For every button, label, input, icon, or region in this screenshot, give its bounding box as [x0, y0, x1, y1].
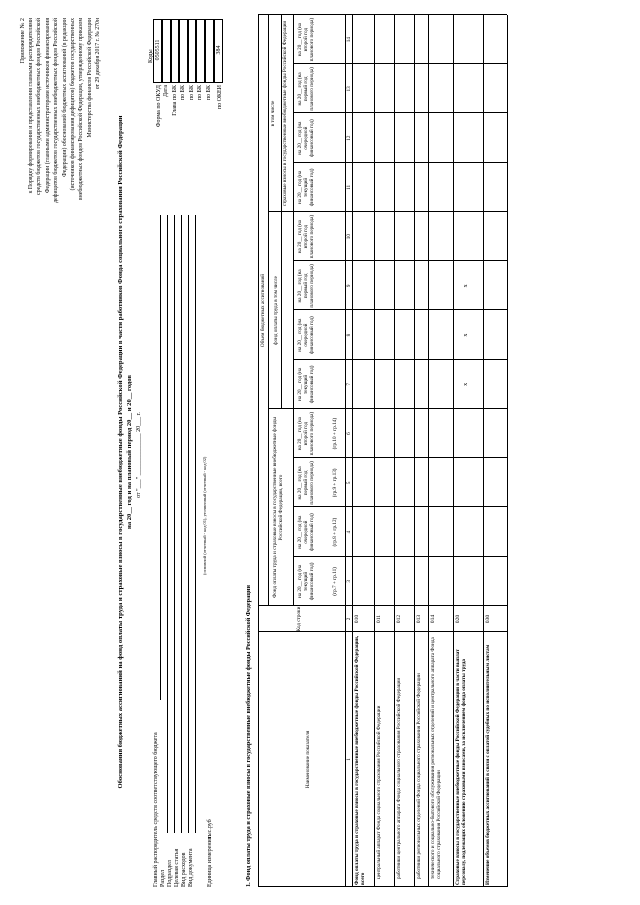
table-top-border [258, 15, 259, 887]
row-code: 010 [354, 614, 360, 624]
row-label: Изменение объемов бюджетных ассигнований в связи с оплатой судебных по исполнительным листам [485, 644, 491, 885]
form-okud-label: Форма по ОКУД [156, 85, 162, 128]
document-type-hint: (основной (отчетный - код 01), уточненный (отчетный - код 02) [202, 456, 207, 575]
row-label: работники центрального аппарата Фонда социального страхования Российской Федерации [396, 677, 402, 879]
column-header: на 20__ год (на первый год планового периода) [297, 264, 315, 308]
row-code: 014 [430, 614, 436, 624]
column-header: на 20__ год (на второй год планового периода) [297, 411, 315, 456]
not-applicable-mark: x [463, 382, 469, 386]
col-rule [293, 63, 507, 64]
appendix-line: к Порядку формирования и представления главными распорядителями [28, 18, 34, 194]
column-formula: (гр.10 + гр.14) [332, 417, 338, 450]
column-number: 13 [346, 86, 352, 92]
requisite-label: Раздел [160, 870, 166, 887]
requisite-label: Подраздел [167, 860, 173, 887]
row-label: Фонд оплаты труда и страховые взносы в государственные внебюджетные фонды Российской Федерации, всего [354, 635, 366, 885]
code-value-cell [188, 19, 197, 83]
group-c-header: страховые взносы в государственные внебюджетные фонды Российской Федерации [282, 20, 288, 207]
row-rule [394, 15, 395, 887]
document-title: Обоснования бюджетных ассигнований на фонд оплаты труда и страховые взносы в государственные внебюджетные фонды Российской Федерации в части работников Фонда социального страхования Российской Федерации [117, 115, 124, 789]
row-label: центральный аппарат Фонда социального страхования Российской Федерации [376, 705, 382, 879]
column-header: на 20__ год (на текущий финансовый год) [297, 168, 315, 207]
requisite-label: Единица измерения: [207, 834, 213, 887]
requisite-label: Вид расходов [181, 852, 187, 887]
row-code: 020 [455, 614, 461, 624]
group-total-header: Объем бюджетных ассигнований [260, 273, 266, 348]
col-rule [293, 113, 507, 114]
name-column-header: Наименование показателя [305, 730, 311, 789]
col-rule [293, 457, 507, 458]
col-rule [293, 507, 507, 508]
okei-label: по ОКЕИ [217, 85, 223, 110]
column-number: 5 [346, 481, 352, 485]
section-title: 1. Фонд оплаты труда и страховые взносы в государственные внебюджетные фонды Российской Федерации [245, 585, 252, 887]
row-label: Страховые взносы в государственные внебюджетные фонды Российской Федерации в части выплат персоналу, подлежащих обложению страховыми взносами, за исключением фонда оплаты труда [455, 649, 467, 885]
code-value-cell [162, 19, 171, 83]
column-formula: (гр.9 + гр.13) [332, 468, 338, 498]
requisite-label: Главный распорядитель средств соответствующего бюджета [153, 732, 159, 887]
column-header: на 20__ год (на первый год планового периода) [297, 67, 315, 111]
code-value-cell [205, 19, 214, 83]
appendix-line: средств бюджетов государственных внебюджетных фондов Российской [36, 18, 43, 195]
code-column-header: Код строки [296, 606, 302, 632]
appendix-line: дефицитов бюджетов государственных внебюджетных фондов Российской [53, 18, 60, 203]
code-label: по БК [206, 85, 212, 101]
column-number: 9 [346, 284, 352, 288]
code-value-cell [171, 19, 180, 83]
appendix-line: внебюджетных фондов Российской Федерации, утвержденному приказом [78, 18, 85, 201]
requisite-underline [188, 215, 189, 833]
not-applicable-mark: x [463, 284, 469, 288]
col-rule [293, 162, 507, 163]
requisite-label: Вид документа [188, 848, 194, 887]
code-label: по БК [188, 85, 195, 101]
column-header: на 20__ год (на первый год планового периода) [297, 461, 315, 505]
col-rule [293, 260, 507, 261]
column-number: 4 [346, 530, 352, 534]
requisite-underline [167, 215, 168, 833]
group-a-header: Фонд оплаты труда и страховые взносы в государственные внебюджетные фонды Российской Федерации, всего [272, 417, 284, 598]
appendix-line: Федерации) обоснований бюджетных ассигнований (в редакции [61, 18, 68, 177]
not-applicable-mark: x [463, 333, 469, 337]
codes-header: Коды [148, 49, 154, 63]
column-number: 14 [346, 37, 352, 43]
column-number: 11 [346, 184, 352, 190]
column-header: на 20__ год (на очередной финансовый год) [297, 119, 315, 157]
appendix-line: от 29 декабря 2017 г. № 270н [95, 18, 102, 90]
column-formula: (гр.7 + гр.11) [332, 567, 338, 596]
column-number: 2 [346, 617, 352, 621]
requisite-underline [181, 215, 182, 833]
requisite-underline [195, 215, 196, 833]
column-header: на 20__ год (на очередной финансовый год) [297, 513, 315, 551]
row-code: 011 [376, 614, 382, 624]
column-formula: (гр.8 + гр.12) [332, 517, 338, 547]
header-rule [268, 15, 269, 606]
okei-code-cell [214, 19, 223, 83]
column-header: на 20__ год (на текущий финансовый год) [297, 365, 315, 404]
col-rule [293, 359, 507, 360]
group-c-including: в том числе [270, 100, 276, 127]
code-value-cell [196, 19, 205, 83]
table-right-border [258, 14, 507, 15]
col-rule [293, 310, 507, 311]
requisite-underline [174, 215, 175, 833]
form-code-cell [153, 19, 162, 83]
document-date: от "___" ______________ 20___ г. [136, 412, 142, 498]
column-header: на 20__ год (на очередной финансовый год) [297, 316, 315, 354]
okei-code: 384 [216, 45, 222, 55]
requisite-underline [160, 215, 161, 700]
code-value-cell [179, 19, 188, 83]
code-label: по БК [197, 85, 204, 101]
row-rule [483, 15, 484, 887]
code-label: Глава по БК [171, 85, 178, 116]
row-rule [374, 15, 375, 887]
appendix-line: Федерации (главными администраторами источников финансирования [44, 18, 51, 194]
column-header: на 20__ год (на второй год планового периода) [297, 17, 315, 62]
row-rule [453, 15, 454, 887]
row-code: 013 [416, 614, 422, 624]
column-header: на 20__ год (на текущий финансовый год) [297, 562, 315, 601]
column-number: 1 [346, 758, 352, 761]
table-left-border [258, 886, 507, 887]
row-rule [414, 15, 415, 887]
appendix-line: (источников финансирования дефицитов) бюджетов государственных [70, 18, 76, 191]
document-subtitle: на 20__ год и на плановый период 20__ и 20__ годов [126, 375, 133, 529]
form-code: 0505511 [155, 39, 161, 61]
col-rule [268, 408, 507, 409]
appendix-line: Министерства финансов Российской Федерации [86, 18, 93, 138]
unit-value: тыс.руб [207, 819, 213, 839]
code-label: Дата [163, 85, 169, 97]
row-label: технического и социально-бытового обслуживания региональных отделений и центрального аппарата Фонда социального страхования Российской Федерации [430, 637, 442, 879]
row-label: работники региональных отделений Фонда социального страхования Российской Федерации [416, 673, 422, 879]
numbers-row-rule [352, 15, 353, 887]
column-number: 8 [346, 333, 352, 337]
col-rule [293, 556, 507, 557]
column-number: 3 [346, 580, 352, 583]
row-rule [428, 15, 429, 887]
row-code: 030 [485, 614, 491, 624]
col-rule [268, 211, 507, 212]
column-number: 12 [346, 135, 352, 141]
column-number: 7 [346, 383, 352, 386]
appendix-title: Приложение № 2 [19, 18, 26, 64]
group-b-header: фонд оплаты труда в том числе [273, 276, 279, 345]
column-header: на 20__ год (на второй год планового периода) [297, 214, 315, 259]
row-code: 012 [396, 614, 402, 624]
column-number: 6 [346, 432, 352, 435]
row-rule [507, 15, 508, 887]
code-label: по БК [180, 85, 187, 101]
requisite-label: Целевая статья [174, 848, 180, 887]
column-number: 10 [346, 234, 352, 240]
